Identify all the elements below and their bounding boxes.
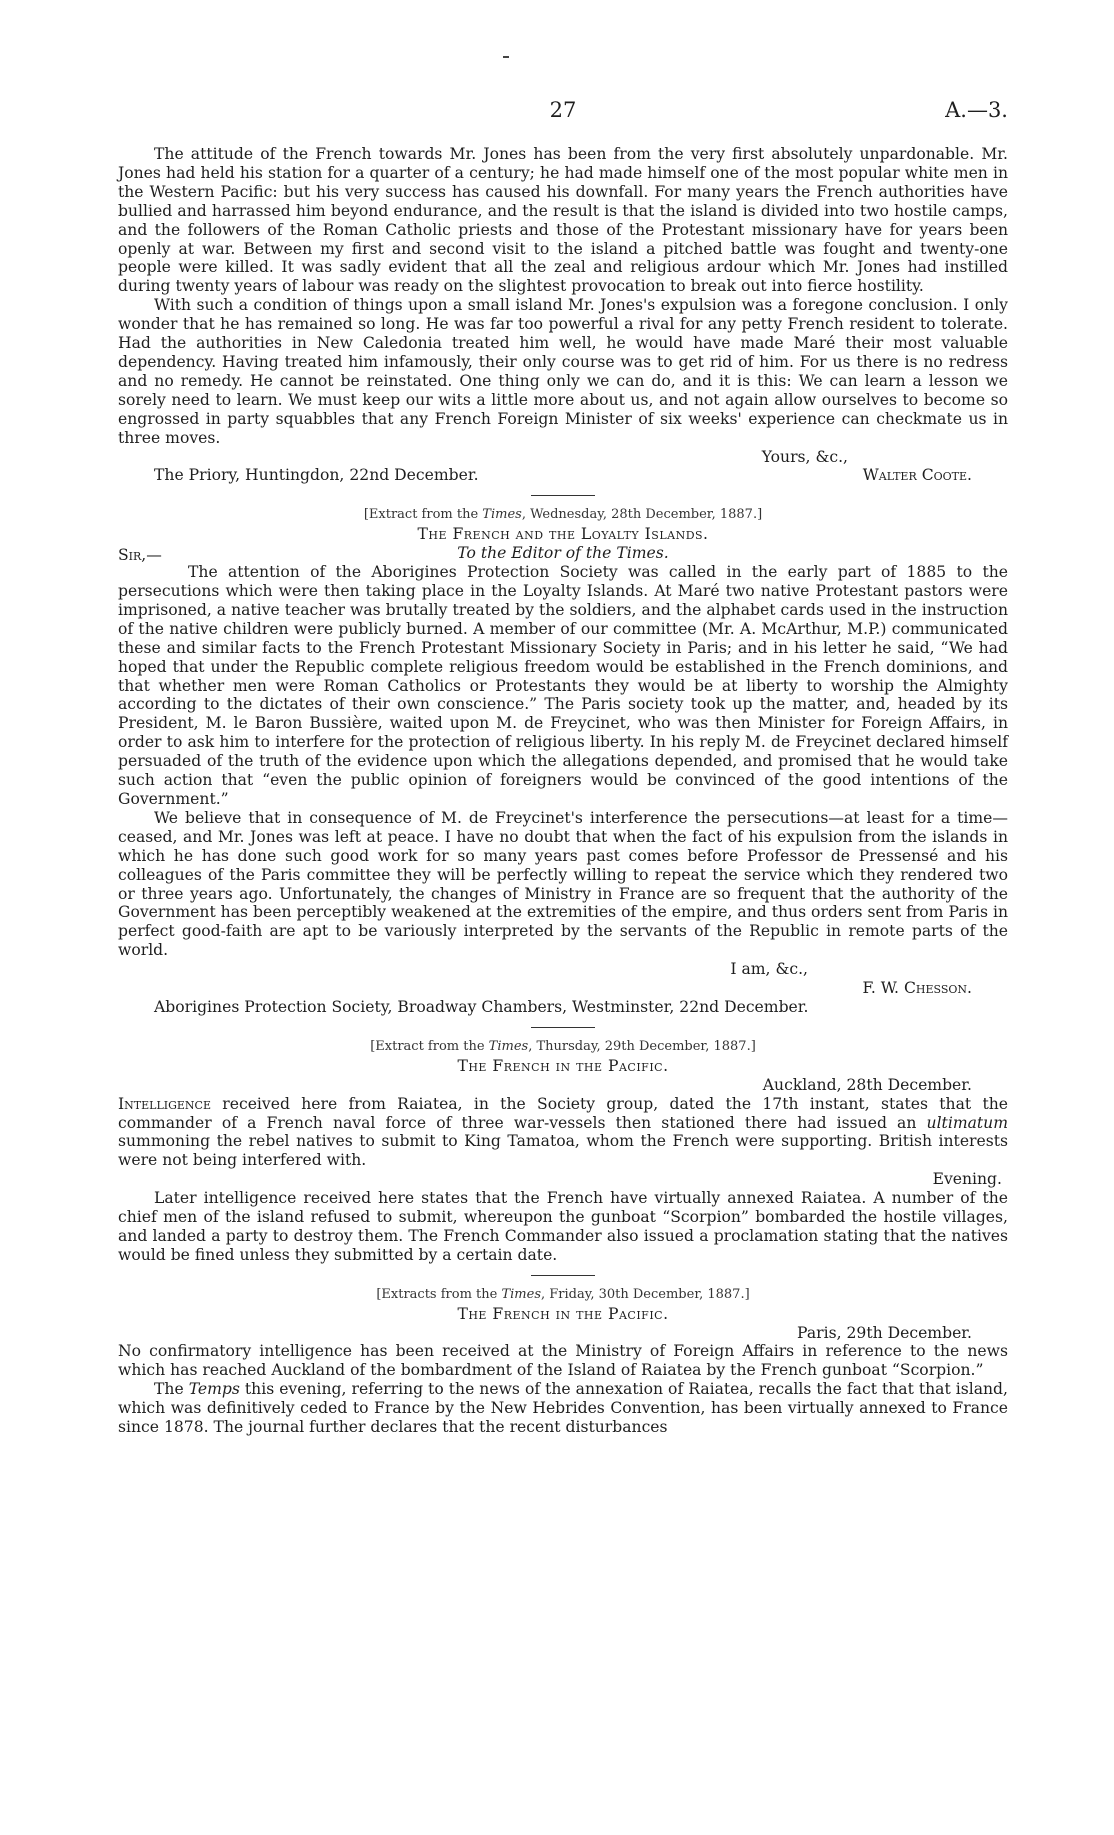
paragraph: Later intelligence received here states that the French have virtually annexed Raiatea. A number of the chief men of the island refused to submit, whereupon the gunboat “Scorpion” bombarded the hostile villages, and landed a party to destroy them. The French Commander also issued a proclamation stating that the natives would be fined unless they submitted by a certain date. [118,1189,1008,1264]
extract-source: [Extract from the Times, Wednesday, 28th December, 1887.] [363,507,763,523]
salutation: Sir,— [118,546,162,565]
paragraph: The attitude of the French towards Mr. Jones has been from the very first absolutely unpardonable. Mr. Jones had held his station for a quarter of a century; he had made himself one of the most popular white men in the Western Pacific: but his very success has caused his downfall. For many years the French authorities have bullied and harrassed him beyond endurance, and the result is that the island is divided into two hostile camps, and the followers of the Roman Catholic priests and those of the Protestant missionary have for years been openly at war. Between my first and second visit to the island a pitched battle was fought and twenty-one people were killed. It was sadly evident that all the zeal and religious ardour which Mr. Jones had instilled during twenty years of labour was ready on the slightest provocation to break out into fierce hostility. [118,145,1008,296]
signature: F. W. Chesson. [862,979,972,998]
divider [531,1027,595,1028]
closing: I am, &c., [730,960,808,979]
extract-french-pacific-1 [118,1038,1008,1265]
address: Aborigines Protection Society, Broadway Chambers, Westminster, 22nd December. [154,997,809,1016]
extract-source: [Extract from the Times, Thursday, 29th December, 1887.] [370,1038,756,1054]
dateline: Auckland, 28th December. [762,1075,972,1094]
divider [531,495,595,496]
dateline: Evening. [932,1170,1002,1189]
paragraph: The Temps this evening, referring to the news of the annexation of Raiatea, recalls the fact that that island, which was definitively ceded to France by the New Hebrides Convention, has been virtually annexed to France since 1878. The journal further declares that the recent disturbances [118,1380,1008,1437]
dateline: Paris, 29th December. [797,1323,972,1342]
paragraph: The attention of the Aborigines Protection Society was called in the early part of 1885 to the persecutions which were then taking place in the Loyalty Islands. At Maré two native Protestant pastors were imprisoned, a native teacher was brutally treated by the soldiers, and the alphabet cards used in the instruction of the native children were publicly burned. A member of our committee (Mr. A. McArthur, M.P.) communicated these and similar facts to the French Protestant Missionary Society in Paris; and in his letter he said, “We had hoped that under the Republic complete religious freedom would be established in the French dominions, and that whether men were Roman Catholics or Protestants they would be at liberty to worship the Almighty according to the dictates of their own conscience.” The Paris society took up the matter, and, headed by its President, M. le Baron Bussière, waited upon M. de Freycinet, who was then Minister for Foreign Affairs, in order to ask him to interfere for the protection of religious liberty. In his reply M. de Freycinet declared himself persuaded of the truth of the evidence upon which the allegations depended, and promised that he would take such action that “even the public opinion of foreigners would be convinced of the good intentions of the Government.” [118,563,1008,808]
page-number: 27 [549,98,577,122]
page-header [118,98,1008,128]
signature-row [118,466,1008,485]
divider [531,1275,595,1276]
address: The Priory, Huntingdon, 22nd December. [154,466,479,485]
extract-french-pacific-2 [118,1286,1008,1437]
print-mark [503,56,509,58]
extract-loyalty-islands [118,506,1008,1017]
paragraph: We believe that in consequence of M. de Freycinet's interference the persecutions—at least for a time—ceased, and Mr. Jones was left at peace. I have no doubt that when the fact of his expulsion from the islands in which he has done such good work for so many years past comes before Professor de Pressensé and his colleagues of the Paris committee they will be perfectly willing to repeat the service which they rendered two or three years ago. Unfortunately, the changes of Ministry in France are so frequent that the authority of the Government has been perceptibly weakened at the extremities of the empire, and thus orders sent from Paris in perfect good-faith are apt to be variously interpreted by the servants of the Republic in remote parts of the world. [118,808,1008,960]
paragraph: With such a condition of things upon a small island Mr. Jones's expulsion was a foregone conclusion. I only wonder that he has remained so long. He was far too powerful a rival for any petty French resident to tolerate. Had the authorities in New Caledonia treated him well, he would have made Maré their most valuable dependency. Having treated him infamously, their only course was to get rid of him. For us there is no redress and no remedy. He cannot be reinstated. One thing only we can do, and it is this: We can learn a lesson we sorely need to learn. We must keep our wits a little more about us, and not again allow ourselves to become so engrossed in party squabbles that any French Foreign Minister of six weeks' experience can checkmate us in three moves. [118,296,1008,447]
section-title: The French in the Pacific. [457,1304,669,1323]
paragraph: No confirmatory intelligence has been received at the Ministry of Foreign Affairs in reference to the news which has reached Auckland of the bombardment of the Island of Raiatea by the French gunboat “Scorpion.” [118,1342,1008,1380]
to-editor: To the Editor of the Times. [457,544,669,563]
paragraph: Intelligence received here from Raiatea, in the Society group, dated the 17th instant, states that the commander of a French naval force of three war-vessels then stationed there had issued an ultimatum summoning the rebel natives to submit to King Tamatoa, whom the French were supporting. British interests were not being interfered with. [118,1094,1008,1170]
salutation-row [118,544,1008,563]
signature: Walter Coote. [862,466,972,485]
document-body [118,145,1008,1437]
extract-source: [Extracts from the Times, Friday, 30th December, 1887.] [376,1286,750,1302]
letter-coote [118,145,1008,485]
section-title: The French in the Pacific. [457,1056,669,1075]
paper-reference: A.—3. [945,98,1008,122]
closing: Yours, &c., [761,447,848,466]
section-title: The French and the Loyalty Islands. [417,525,709,544]
